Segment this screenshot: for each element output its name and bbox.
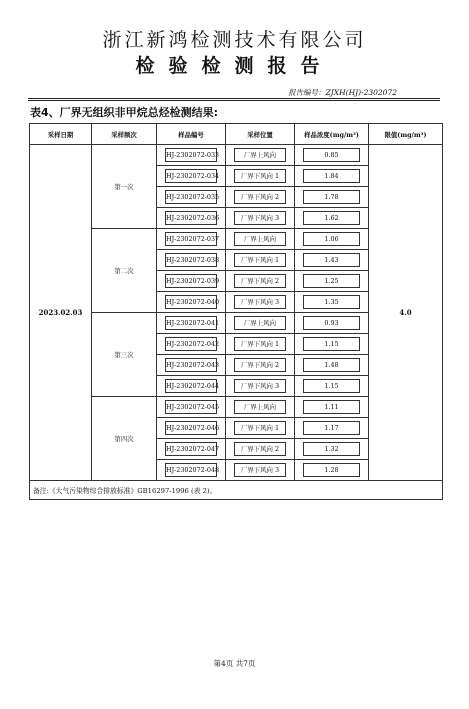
sample-id-cell: [157, 439, 226, 460]
sampling-location-cell-text: 厂界上风向: [234, 400, 286, 414]
sample-id-cell-text: HJ-2302072-042: [165, 337, 217, 351]
sample-id-cell-text: HJ-2302072-033: [165, 148, 217, 162]
sampling-date-cell: 2023.02.03: [30, 145, 92, 481]
sampling-location-cell: [226, 271, 295, 292]
concentration-cell: [295, 439, 369, 460]
concentration-cell-text: 1.84: [303, 169, 360, 183]
sampling-frequency-cell: 第二次: [92, 229, 157, 313]
sample-id-cell-text: HJ-2302072-044: [165, 379, 217, 393]
sample-id-cell: [157, 271, 226, 292]
sample-id-cell: [157, 460, 226, 481]
table-row: [30, 145, 443, 166]
header-rule-bottom: [28, 100, 440, 101]
sample-id-cell: [157, 334, 226, 355]
concentration-cell: [295, 271, 369, 292]
sample-id-cell: [157, 418, 226, 439]
sample-id-cell: [157, 250, 226, 271]
sampling-location-cell-text: 厂界下风向 3: [234, 379, 286, 393]
concentration-cell: [295, 292, 369, 313]
sampling-location-cell: [226, 313, 295, 334]
concentration-cell-text: 1.35: [303, 295, 360, 309]
sample-id-cell-text: HJ-2302072-048: [165, 463, 217, 477]
sample-id-cell: [157, 292, 226, 313]
sampling-location-cell-text: 厂界上风向: [234, 232, 286, 246]
header-sampling-date: 采样日期: [30, 124, 92, 145]
note-cell: 备注:《大气污染物综合排放标准》GB16297-1996 (表 2)。: [30, 481, 443, 500]
sampling-location-cell-text: 厂界下风向 2: [234, 442, 286, 456]
sample-id-cell-text: HJ-2302072-034: [165, 169, 217, 183]
header-concentration: 样品浓度(mg/m³): [295, 124, 369, 145]
report-title: 检验检测报告: [135, 55, 334, 77]
concentration-cell: [295, 355, 369, 376]
report-number-label: 报告编号：: [288, 88, 326, 97]
concentration-cell-text: 1.28: [303, 463, 360, 477]
sample-id-cell: [157, 355, 226, 376]
concentration-cell: [295, 418, 369, 439]
sample-id-cell: [157, 229, 226, 250]
concentration-cell-text: 1.17: [303, 421, 360, 435]
sampling-location-cell-text: 厂界下风向 3: [234, 295, 286, 309]
sample-id-cell-text: HJ-2302072-037: [165, 232, 217, 246]
sampling-location-cell: [226, 397, 295, 418]
sampling-location-cell-text: 厂界下风向 1: [234, 169, 286, 183]
sampling-location-cell-text: 厂界下风向 1: [234, 421, 286, 435]
sample-id-cell-text: HJ-2302072-043: [165, 358, 217, 372]
sample-id-cell-text: HJ-2302072-039: [165, 274, 217, 288]
concentration-cell-text: 1.48: [303, 358, 360, 372]
sampling-frequency-cell: 第一次: [92, 145, 157, 229]
sampling-location-cell-text: 厂界下风向 2: [234, 358, 286, 372]
table-header-row: [30, 124, 443, 145]
concentration-cell: [295, 145, 369, 166]
sample-id-cell: [157, 166, 226, 187]
note-row: [30, 481, 443, 500]
concentration-cell: [295, 460, 369, 481]
sample-id-cell: [157, 208, 226, 229]
concentration-cell-text: 1.06: [303, 232, 360, 246]
header-sampling-frequency: 采样频次: [92, 124, 157, 145]
concentration-cell-text: 0.85: [303, 148, 360, 162]
concentration-cell: [295, 229, 369, 250]
sampling-location-cell-text: 厂界下风向 1: [234, 337, 286, 351]
sample-id-cell: [157, 187, 226, 208]
sampling-location-cell: [226, 145, 295, 166]
limit-cell: 4.0: [369, 145, 443, 481]
concentration-cell: [295, 313, 369, 334]
concentration-cell-text: 1.32: [303, 442, 360, 456]
sample-id-cell-text: HJ-2302072-035: [165, 190, 217, 204]
sampling-location-cell: [226, 355, 295, 376]
sampling-location-cell-text: 厂界上风向: [234, 148, 286, 162]
sampling-location-cell-text: 厂界下风向 1: [234, 253, 286, 267]
report-number: [288, 87, 397, 98]
sample-id-cell-text: HJ-2302072-046: [165, 421, 217, 435]
sample-id-cell-text: HJ-2302072-038: [165, 253, 217, 267]
sampling-location-cell-text: 厂界下风向 2: [234, 274, 286, 288]
table-body: [30, 145, 443, 500]
sampling-location-cell: [226, 460, 295, 481]
sampling-frequency-cell: 第四次: [92, 397, 157, 481]
section-title: 表4、厂界无组织非甲烷总烃检测结果:: [30, 106, 219, 119]
concentration-cell-text: 1.78: [303, 190, 360, 204]
page-number: 第4页 共7页: [213, 659, 256, 668]
concentration-cell: [295, 397, 369, 418]
concentration-cell: [295, 166, 369, 187]
concentration-cell-text: 1.62: [303, 211, 360, 225]
company-name: 浙江新鸿检测技术有限公司: [102, 29, 367, 51]
sampling-location-cell: [226, 292, 295, 313]
sampling-location-cell: [226, 208, 295, 229]
sampling-location-cell-text: 厂界下风向 2: [234, 190, 286, 204]
sample-id-cell: [157, 397, 226, 418]
sampling-location-cell: [226, 166, 295, 187]
concentration-cell-text: 1.15: [303, 379, 360, 393]
header-rule-top: [28, 98, 440, 99]
sampling-location-cell: [226, 187, 295, 208]
concentration-cell: [295, 187, 369, 208]
concentration-cell: [295, 208, 369, 229]
sample-id-cell: [157, 313, 226, 334]
sampling-location-cell: [226, 250, 295, 271]
sampling-location-cell: [226, 229, 295, 250]
concentration-cell-text: 1.43: [303, 253, 360, 267]
sampling-frequency-cell: 第三次: [92, 313, 157, 397]
sampling-location-cell-text: 厂界下风向 3: [234, 463, 286, 477]
results-table: [29, 123, 443, 500]
concentration-cell-text: 1.11: [303, 400, 360, 414]
concentration-cell: [295, 376, 369, 397]
sampling-location-cell: [226, 334, 295, 355]
sample-id-cell-text: HJ-2302072-045: [165, 400, 217, 414]
sample-id-cell-text: HJ-2302072-047: [165, 442, 217, 456]
header-sample-id: 样品编号: [157, 124, 226, 145]
concentration-cell-text: 1.25: [303, 274, 360, 288]
concentration-cell: [295, 334, 369, 355]
sampling-location-cell: [226, 439, 295, 460]
sample-id-cell-text: HJ-2302072-036: [165, 211, 217, 225]
sample-id-cell: [157, 376, 226, 397]
sample-id-cell-text: HJ-2302072-040: [165, 295, 217, 309]
concentration-cell-text: 0.93: [303, 316, 360, 330]
header-sampling-location: 采样位置: [226, 124, 295, 145]
sampling-location-cell-text: 厂界上风向: [234, 316, 286, 330]
header-limit: 限值(mg/m³): [369, 124, 443, 145]
concentration-cell: [295, 250, 369, 271]
sampling-location-cell: [226, 418, 295, 439]
sampling-location-cell: [226, 376, 295, 397]
report-number-value: ZJXH(HJ)-2302072: [325, 88, 397, 97]
concentration-cell-text: 1.15: [303, 337, 360, 351]
sample-id-cell-text: HJ-2302072-041: [165, 316, 217, 330]
sampling-location-cell-text: 厂界下风向 3: [234, 211, 286, 225]
sample-id-cell: [157, 145, 226, 166]
